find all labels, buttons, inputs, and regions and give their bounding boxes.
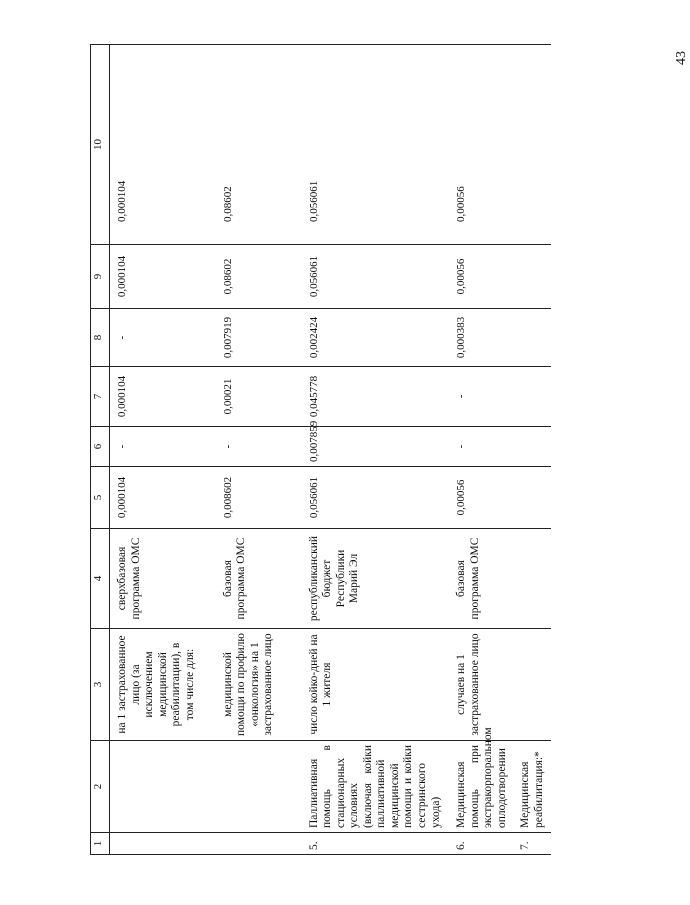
row-funding-source: сверхбазовая программа ОМС — [110, 529, 220, 629]
value-col7: 0,00021 — [220, 367, 298, 427]
row-number: 5. — [298, 833, 446, 855]
header-row — [91, 45, 110, 855]
value-col6: - — [220, 427, 298, 467]
header-cell: 3 — [91, 629, 110, 741]
row-number — [220, 833, 298, 855]
header-cell: 10 — [91, 45, 110, 245]
indicators-table — [90, 44, 551, 855]
header-cell: 7 — [91, 367, 110, 427]
value-col9: 0,000104 — [110, 245, 220, 309]
value-col8 — [511, 309, 551, 367]
table-row — [220, 45, 298, 855]
value-col7: 0,045778 — [298, 367, 446, 427]
value-col9: 0,056061 — [298, 245, 446, 309]
value-col10: 0,000104 — [110, 45, 220, 245]
row-unit: число койко-дней на 1 жителя — [298, 629, 446, 741]
value-col8: - — [110, 309, 220, 367]
value-col10 — [511, 45, 551, 245]
value-col10: 0,056061 — [298, 45, 446, 245]
value-col7 — [511, 367, 551, 427]
value-col7: 0,000104 — [110, 367, 220, 427]
page-number: 43 — [674, 51, 689, 65]
row-unit: случаев на 1 застрахованное лицо — [445, 629, 511, 741]
value-col10: 0,00056 — [445, 45, 511, 245]
row-funding-source — [511, 529, 551, 629]
table-row — [445, 45, 511, 855]
row-funding-source: базовая программа ОМС — [445, 529, 511, 629]
row-unit: медицинской помощи по профилю «онкология» на 1 застрахованное лицо — [220, 629, 298, 741]
header-cell: 8 — [91, 309, 110, 367]
row-name: Медицинская помощь при экстракорпоральном оплодотворении — [445, 741, 511, 833]
value-col9: 0,08602 — [220, 245, 298, 309]
header-cell: 9 — [91, 245, 110, 309]
value-col9: 0,00056 — [445, 245, 511, 309]
header-cell: 5 — [91, 467, 110, 529]
value-col5: 0,008602 — [220, 467, 298, 529]
table-row — [511, 45, 551, 855]
row-unit: на 1 застрахованное лицо (за исключением медицинской реабилитации), в том числе для: — [110, 629, 220, 741]
row-unit — [511, 629, 551, 741]
row-funding-source: базовая программа ОМС — [220, 529, 298, 629]
row-name — [110, 741, 220, 833]
value-col5 — [511, 467, 551, 529]
value-col7: - — [445, 367, 511, 427]
row-funding-source: республиканский бюджет Республики Марий Эл — [298, 529, 446, 629]
row-number — [110, 833, 220, 855]
value-col8: 0,000383 — [445, 309, 511, 367]
row-name: Медицинская реабилитация:* — [511, 741, 551, 833]
value-col9 — [511, 245, 551, 309]
header-cell: 2 — [91, 741, 110, 833]
header-cell: 4 — [91, 529, 110, 629]
value-col6 — [511, 427, 551, 467]
value-col6: - — [110, 427, 220, 467]
rotated-table-sheet — [90, 45, 620, 855]
value-col5: 0,000104 — [110, 467, 220, 529]
row-number: 6. — [445, 833, 511, 855]
row-number: 7. — [511, 833, 551, 855]
header-cell: 1 — [91, 833, 110, 855]
value-col5: 0,00056 — [445, 467, 511, 529]
row-name: Паллиативная помощь в стационарных условиях (включая койки паллиативной медицинской помощи и койки сестринского ухода) — [298, 741, 446, 833]
table-row — [298, 45, 446, 855]
value-col6: - — [445, 427, 511, 467]
value-col6: 0,007859 — [298, 427, 446, 467]
value-col8: 0,007919 — [220, 309, 298, 367]
value-col10: 0,08602 — [220, 45, 298, 245]
table-row — [110, 45, 220, 855]
header-cell: 6 — [91, 427, 110, 467]
value-col8: 0,002424 — [298, 309, 446, 367]
value-col5: 0,056061 — [298, 467, 446, 529]
row-name — [220, 741, 298, 833]
